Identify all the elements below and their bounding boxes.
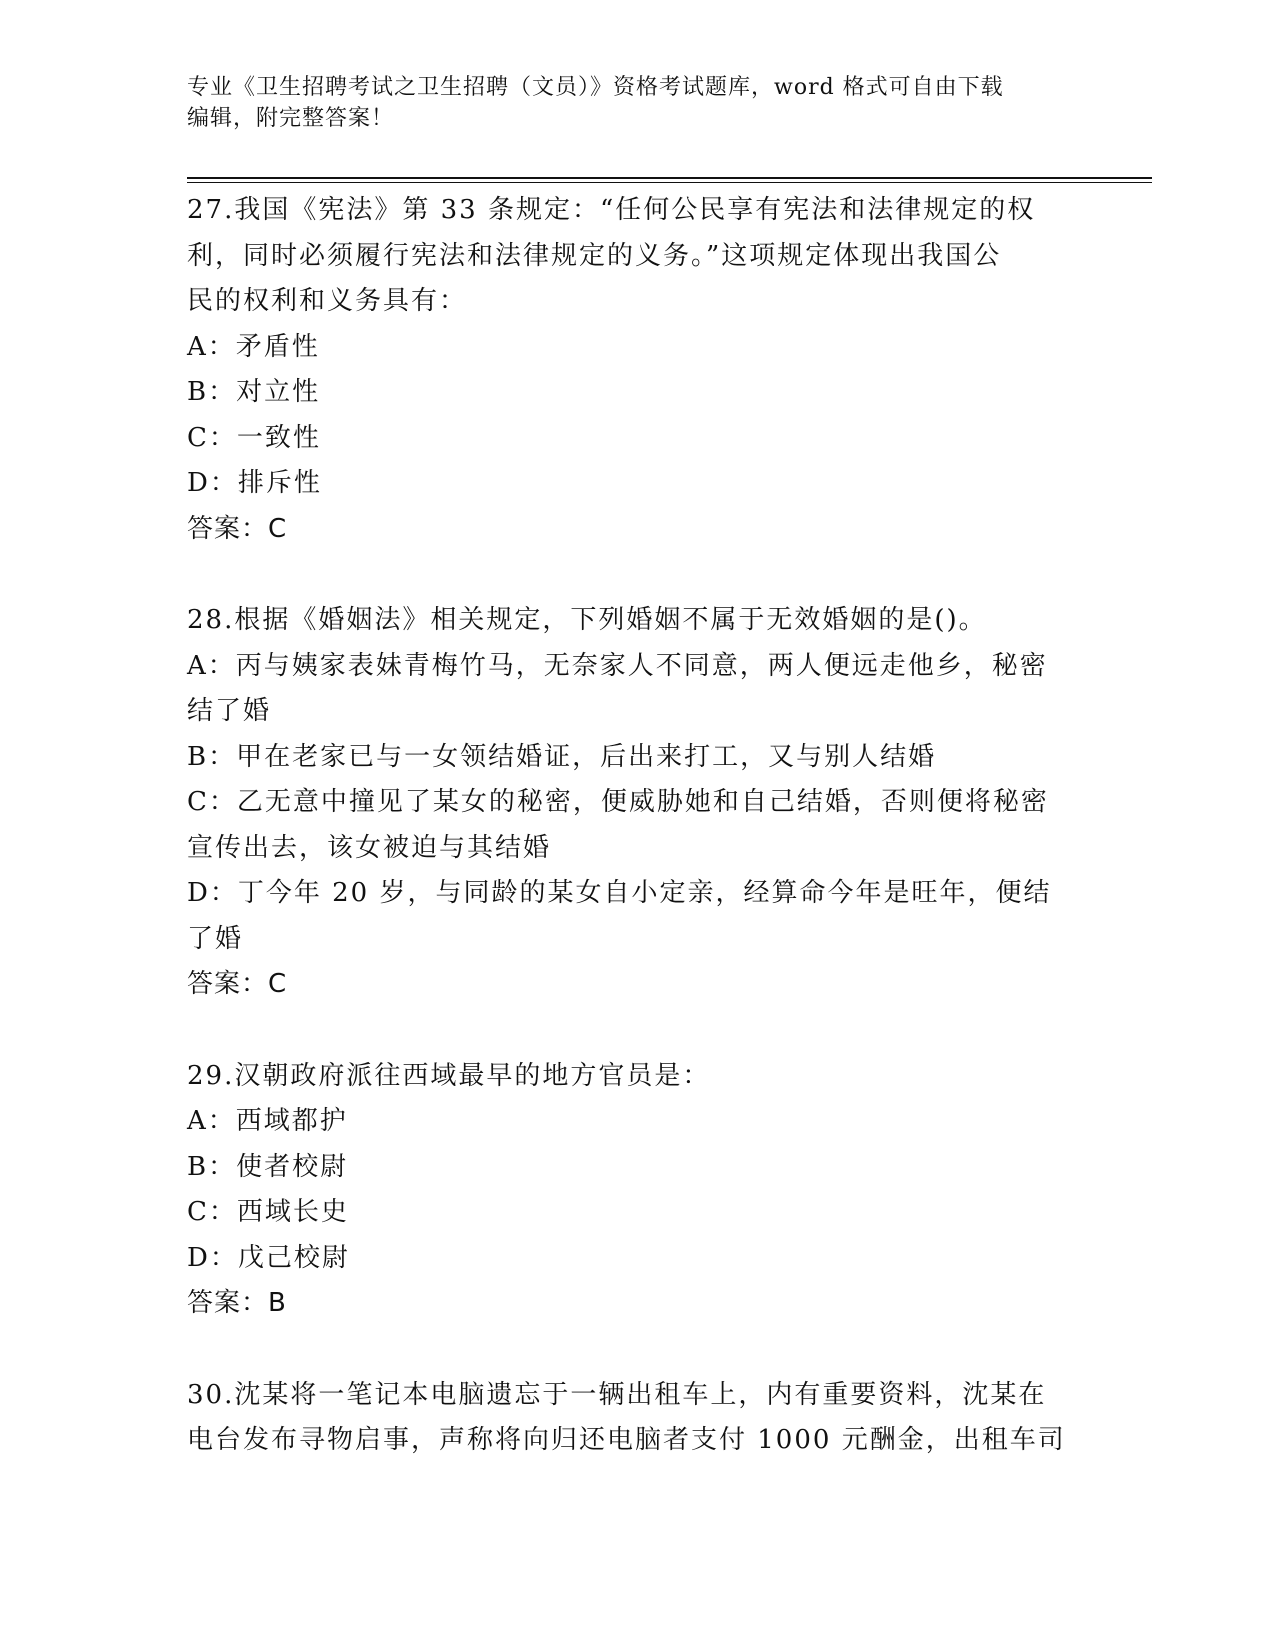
answer-option: 了婚 (187, 923, 244, 954)
answer-option: C：一致性 (187, 422, 321, 453)
answer-key: 答案：C (187, 513, 288, 544)
question-stem-line: 27.我国《宪法》第 33 条规定：“任何公民享有宪法和法律规定的权 (187, 195, 1036, 225)
question-spacer (187, 552, 1087, 598)
answer-option: A：矛盾性 (187, 331, 320, 362)
answer-key: 答案：B (187, 1288, 287, 1318)
header-divider-thick (187, 177, 1152, 179)
document-header (187, 72, 1067, 134)
answer-option: D：丁今年 20 岁，与同龄的某女自小定亲，经算命今年是旺年，便结 (187, 878, 1052, 908)
question-block (187, 188, 1087, 552)
question-stem-line: 28.根据《婚姻法》相关规定，下列婚姻不属于无效婚姻的是()。 (187, 605, 987, 635)
header-line-2: 编辑，附完整答案！ (187, 106, 395, 131)
answer-option: A：西域都护 (187, 1106, 348, 1136)
question-spacer (187, 1008, 1087, 1054)
question-block (187, 1054, 1087, 1327)
answer-option: B：甲在老家已与一女领结婚证，后出来打工，又与别人结婚 (187, 741, 937, 772)
question-list (187, 188, 1087, 1464)
answer-option: B：对立性 (187, 377, 321, 407)
question-stem-line: 利，同时必须履行宪法和法律规定的义务。”这项规定体现出我国公 (187, 240, 1002, 271)
answer-option: D：排斥性 (187, 468, 322, 498)
question-stem-line: 民的权利和义务具有： (187, 286, 468, 316)
header-divider-thin (187, 182, 1152, 183)
question-spacer (187, 1327, 1087, 1373)
answer-option: 结了婚 (187, 696, 272, 726)
answer-option: B：使者校尉 (187, 1151, 349, 1182)
answer-option: 宣传出去，该女被迫与其结婚 (187, 832, 552, 863)
question-stem-line: 29.汉朝政府派往西域最早的地方官员是： (187, 1060, 711, 1091)
question-block (187, 598, 1087, 1008)
question-block (187, 1373, 1087, 1464)
header-line-1: 专业《卫生招聘考试之卫生招聘（文员）》资格考试题库，word 格式可自由下载 (187, 75, 1004, 100)
answer-option: A：丙与姨家表妹青梅竹马，无奈家人不同意，两人便远走他乡，秘密 (187, 650, 1048, 681)
answer-option: C：西域长史 (187, 1197, 349, 1227)
answer-option: C：乙无意中撞见了某女的秘密，便威胁她和自己结婚，否则便将秘密 (187, 787, 1049, 817)
answer-key: 答案：C (187, 969, 288, 999)
answer-option: D：戊己校尉 (187, 1242, 350, 1273)
question-stem-line: 30.沈某将一笔记本电脑遗忘于一辆出租车上，内有重要资料，沈某在 (187, 1379, 1047, 1410)
question-stem-line: 电台发布寻物启事，声称将向归还电脑者支付 1000 元酬金，出租车司 (187, 1425, 1066, 1455)
